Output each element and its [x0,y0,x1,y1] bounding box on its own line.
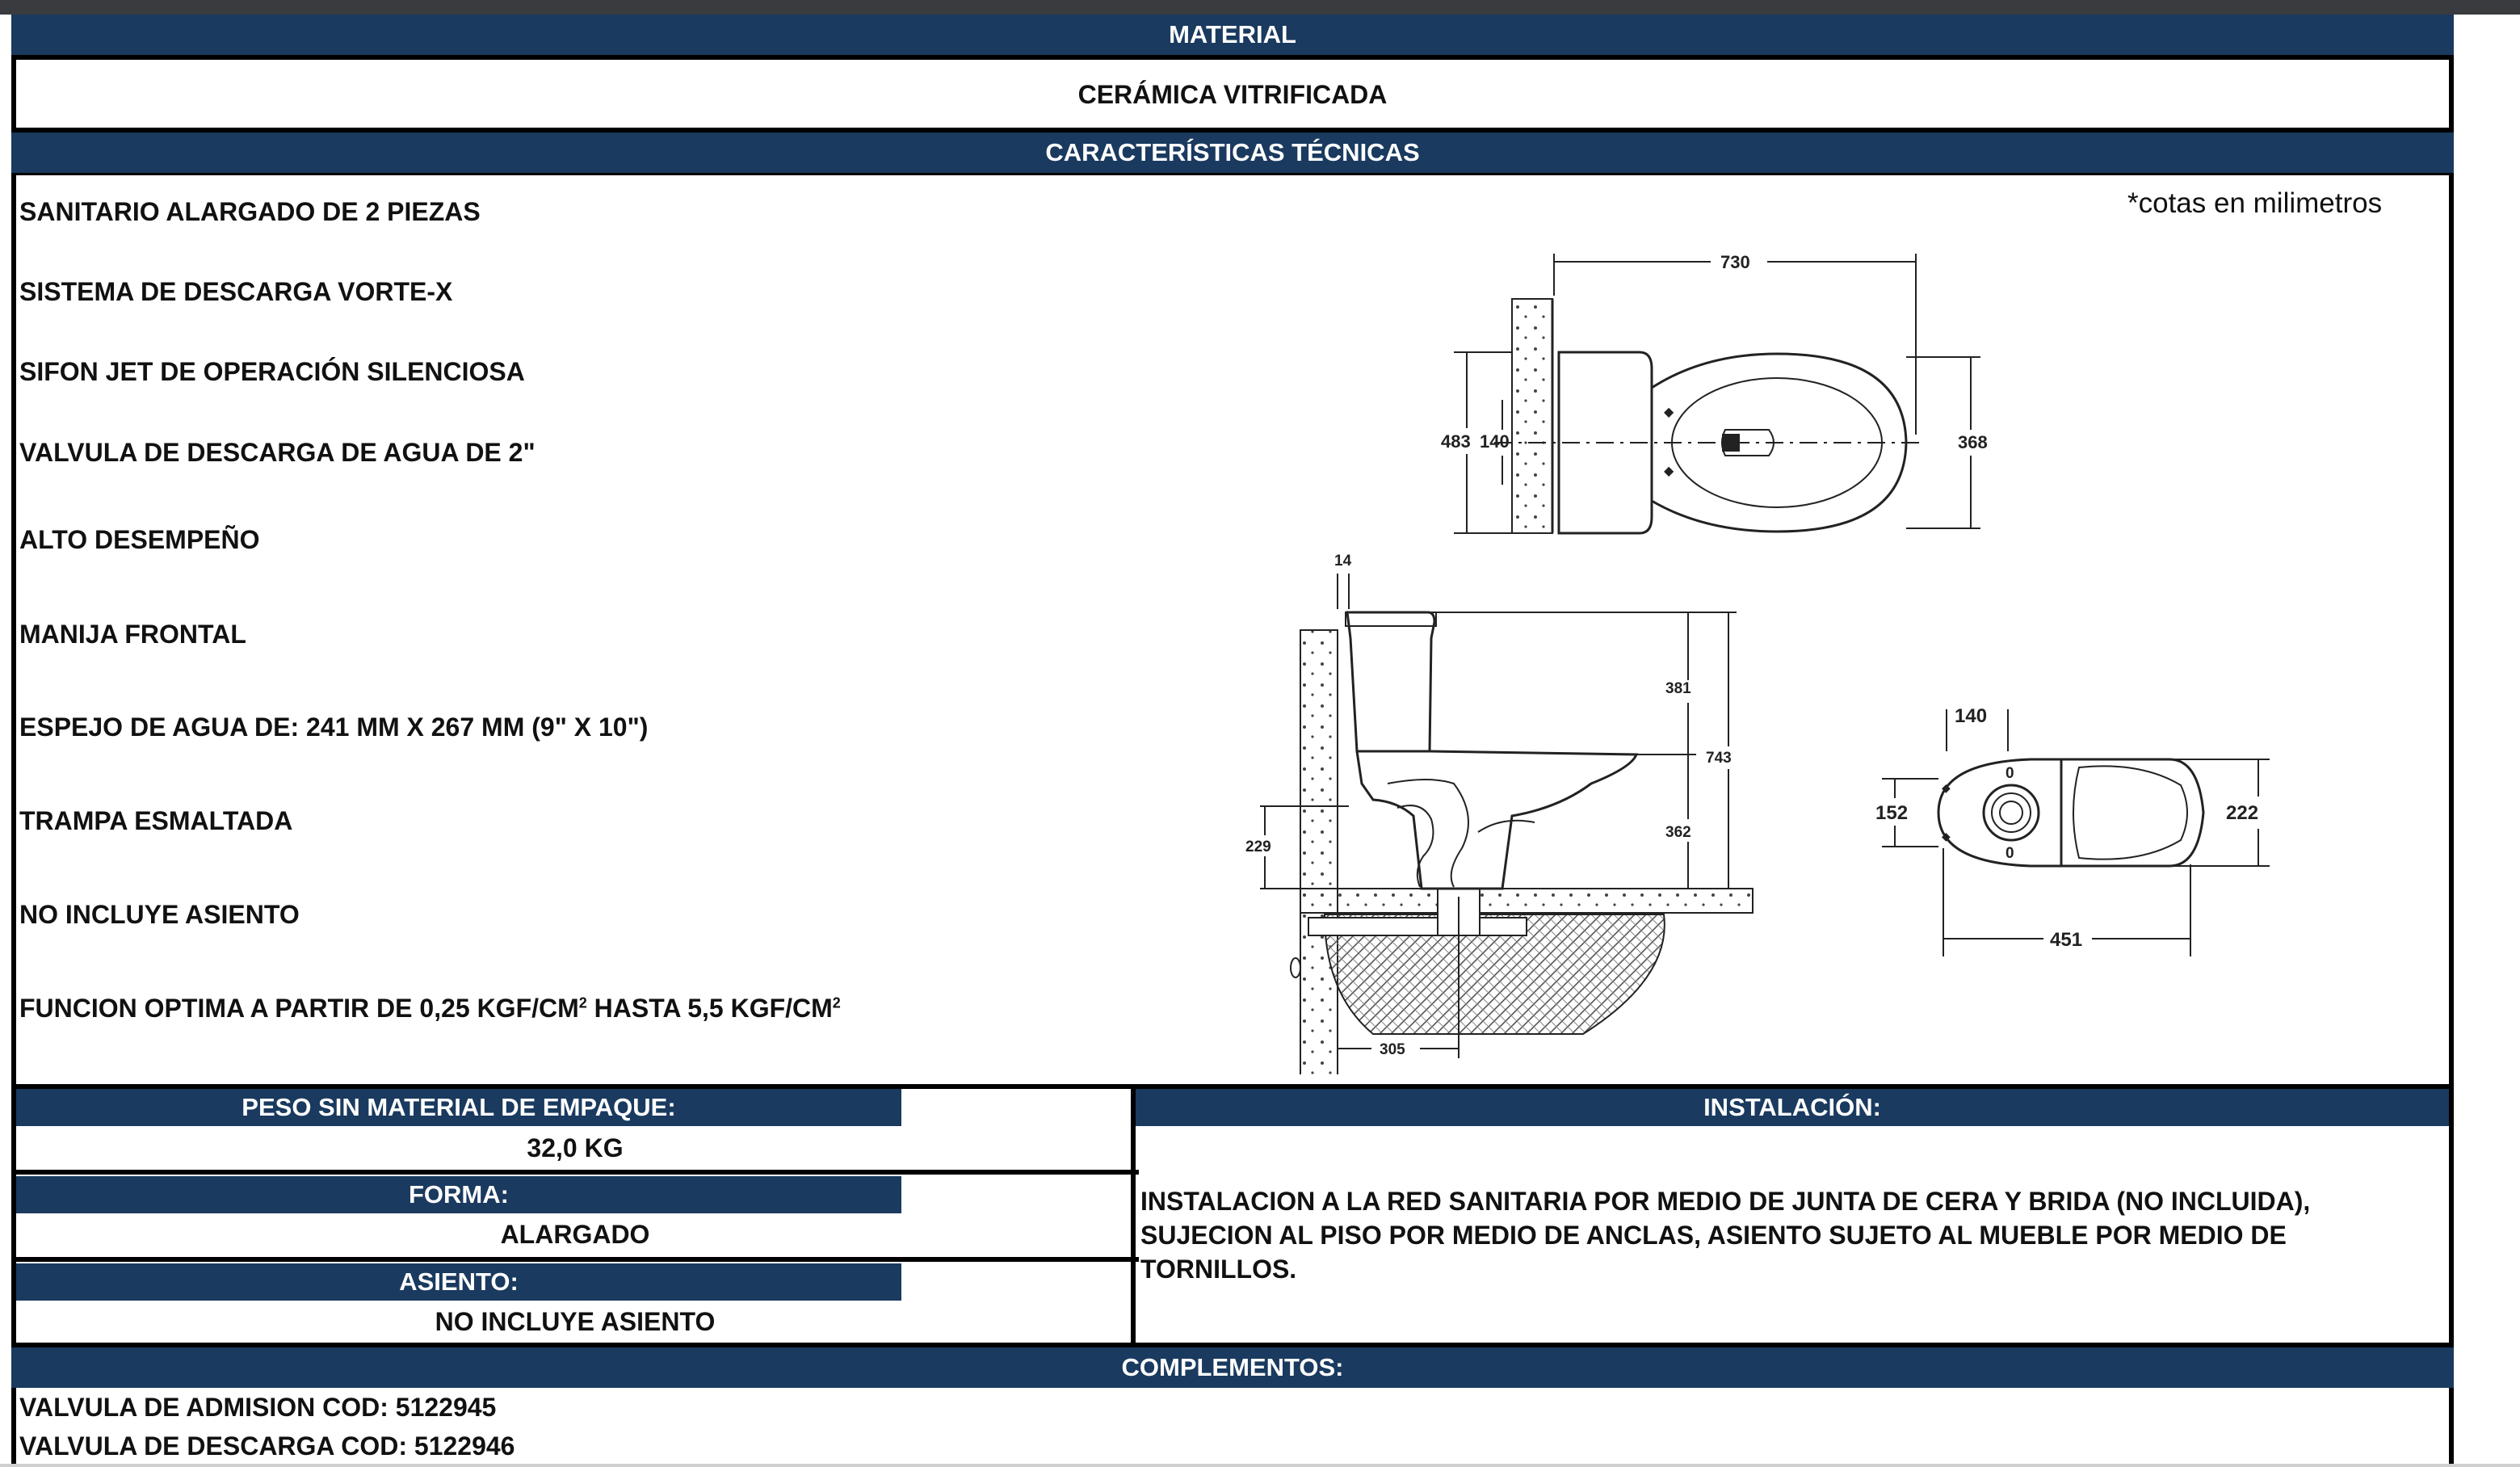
forma-value-text: ALARGADO [500,1219,650,1249]
divider [11,1170,1139,1175]
feature-item: SIFON JET DE OPERACIÓN SILENCIOSA [19,357,525,386]
toilet-technical-drawing [1212,218,2294,1074]
forma-value [16,1215,1134,1254]
peso-value-text: 32,0 KG [527,1133,624,1162]
asiento-header-label: ASIENTO: [399,1267,519,1296]
instalacion-header-label: INSTALACIÓN: [1703,1093,1881,1121]
forma-header [16,1176,901,1213]
tech-header [11,132,2454,173]
plan-mark-bottom: 0 [2006,845,2014,862]
bottom-rule [0,1464,2520,1467]
material-header-label: MATERIAL [1169,20,1296,48]
dim-side-total: 743 [1706,750,1732,767]
dim-side-wall-gap: 14 [1334,553,1352,570]
window-top-strip [0,0,2520,15]
feature-item: SISTEMA DE DESCARGA VORTE-X [19,277,453,306]
frame-right-border [2449,15,2454,1467]
peso-header-label: PESO SIN MATERIAL DE EMPAQUE: [242,1093,676,1121]
dim-side-rough-in: 305 [1380,1041,1405,1058]
instalacion-line: SUJECION AL PISO POR MEDIO DE ANCLAS, ASIENTO SUJETO AL MUEBLE POR MEDIO DE [1140,1221,2287,1250]
feature-item: VALVULA DE DESCARGA DE AGUA DE 2" [19,438,536,467]
tech-header-label: CARACTERÍSTICAS TÉCNICAS [1045,138,1420,166]
function-text-a: FUNCION OPTIMA A PARTIR DE 0,25 KGF/CM [19,994,579,1023]
feature-item: SANITARIO ALARGADO DE 2 PIEZAS [19,197,481,226]
superscript: 2 [832,994,841,1011]
complementos-header-label: COMPLEMENTOS: [1121,1353,1344,1381]
feature-item: ALTO DESEMPEÑO [19,525,260,554]
instalacion-text [1140,1184,2441,1286]
function-text-b: HASTA 5,5 KGF/CM [586,994,833,1023]
dim-plan-left-width: 152 [1875,802,1909,824]
svg-text:◆: ◆ [1942,830,1951,843]
divider [11,1257,1139,1262]
feature-item: MANIJA FRONTAL [19,620,246,649]
svg-text:◆: ◆ [1664,464,1674,478]
dim-top-length: 730 [1720,252,1750,272]
feature-item: NO INCLUYE ASIENTO [19,900,300,929]
top-view [1441,252,1988,533]
complemento-item: VALVULA DE ADMISION COD: 5122945 [19,1393,497,1422]
feature-item: TRAMPA ESMALTADA [19,806,293,835]
feature-item: ESPEJO DE AGUA DE: 241 MM X 267 MM (9" X 10") [19,712,649,742]
dimensions-note: *cotas en milimetros [2127,187,2383,219]
dim-plan-right-width: 222 [2226,802,2259,824]
side-view [1245,553,1753,1074]
forma-header-label: FORMA: [409,1180,509,1208]
dim-top-tank: 140 [1480,431,1510,452]
divider [11,173,2454,175]
dim-side-bowl: 362 [1665,824,1691,841]
material-value-text: CERÁMICA VITRIFICADA [1077,79,1388,109]
peso-value [16,1128,1134,1168]
dim-side-tank: 381 [1665,680,1691,697]
svg-text:◆: ◆ [1664,406,1674,419]
peso-header [16,1089,901,1126]
asiento-value-text: NO INCLUYE ASIENTO [435,1306,716,1336]
material-header [11,15,2454,55]
superscript: 2 [578,994,587,1011]
material-value [16,60,2449,129]
asiento-value [16,1302,1134,1341]
dim-plan-length: 451 [2050,929,2083,951]
complemento-item: VALVULA DE DESCARGA COD: 5122946 [19,1431,515,1461]
function-range-item [19,994,841,1024]
instalacion-line: INSTALACION A LA RED SANITARIA POR MEDIO DE JUNTA DE CERA Y BRIDA (NO INCLUIDA), [1140,1187,2311,1216]
dim-top-height: 483 [1441,431,1471,452]
dim-plan-offset: 140 [1955,705,1988,727]
svg-text:◆: ◆ [1942,781,1951,794]
plan-view [1875,705,2270,956]
instalacion-header [1136,1089,2449,1126]
instalacion-line: TORNILLOS. [1140,1255,1297,1284]
asiento-header [16,1263,901,1301]
complementos-header [11,1347,2454,1388]
dim-top-width: 368 [1958,432,1988,452]
dim-side-inlet: 229 [1245,839,1271,855]
plan-mark-top: 0 [2006,765,2014,782]
